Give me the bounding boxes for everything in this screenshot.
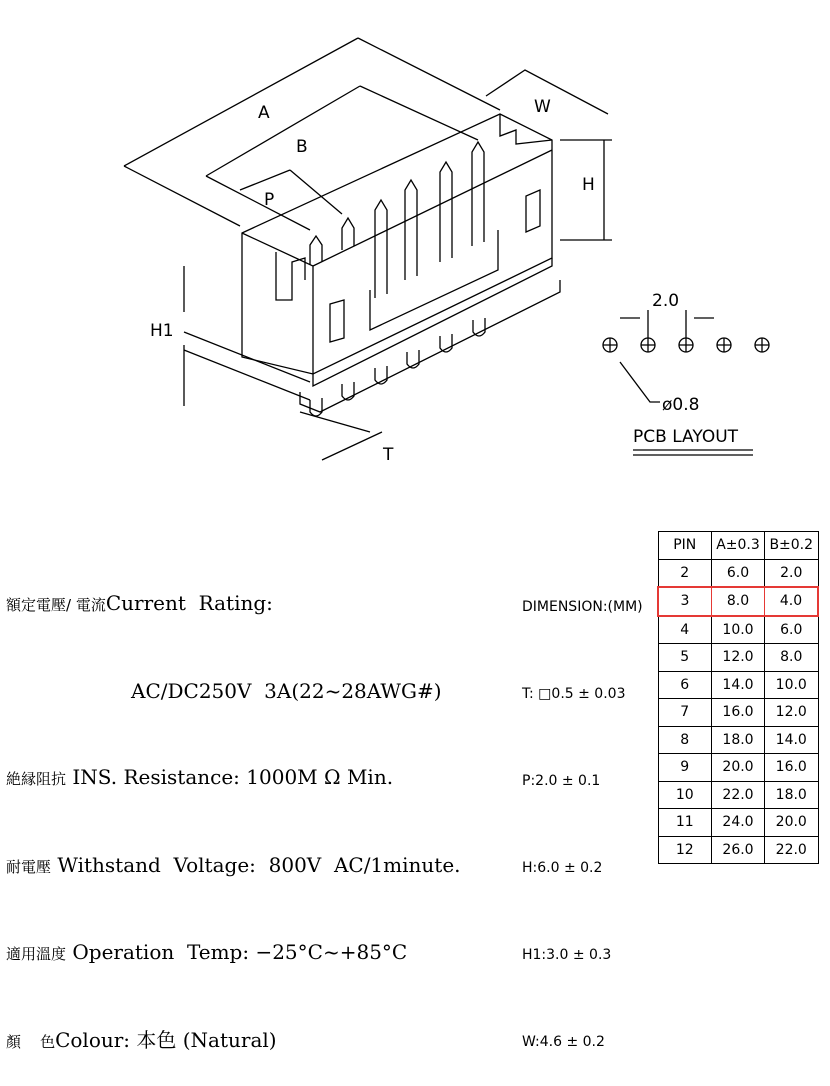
a-cell: 16.0 bbox=[712, 699, 765, 727]
table-row bbox=[658, 559, 818, 587]
pin-cell: 7 bbox=[658, 699, 712, 727]
table-row bbox=[658, 836, 818, 864]
dim-label-t: T bbox=[383, 445, 394, 465]
pcb-holes bbox=[603, 338, 769, 352]
a-cell: 18.0 bbox=[712, 726, 765, 754]
b-cell: 16.0 bbox=[765, 754, 819, 782]
dimension-t: T: □0.5 ± 0.03 bbox=[522, 686, 626, 702]
table-row bbox=[658, 644, 818, 672]
table-row bbox=[658, 699, 818, 727]
pin-cell: 2 bbox=[658, 559, 712, 587]
b-cell: 2.0 bbox=[765, 559, 819, 587]
pin-cell: 4 bbox=[658, 616, 712, 644]
b-cell: 8.0 bbox=[765, 644, 819, 672]
pin-cell: 10 bbox=[658, 781, 712, 809]
dim-t-line bbox=[300, 412, 382, 460]
dimension-title: DIMENSION:(MM) bbox=[522, 599, 643, 615]
a-cell: 20.0 bbox=[712, 754, 765, 782]
spec-voltage-current: AC/DC250V 3A(22~28AWG#) bbox=[131, 678, 442, 703]
dim-a-line bbox=[124, 38, 500, 226]
pcb-pitch-label: 2.0 bbox=[652, 291, 680, 311]
a-cell: 10.0 bbox=[712, 616, 765, 644]
b-cell: 6.0 bbox=[765, 616, 819, 644]
housing-outline bbox=[242, 114, 552, 374]
pin-cell: 5 bbox=[658, 644, 712, 672]
header-a: A±0.3 bbox=[712, 532, 765, 560]
pin-table-header bbox=[658, 532, 818, 560]
spec-temperature: 適用溫度 Operation Temp: −25°C~+85°C bbox=[6, 940, 408, 965]
pcb-layout-title: PCB LAYOUT bbox=[633, 427, 739, 447]
b-cell: 12.0 bbox=[765, 699, 819, 727]
a-cell: 24.0 bbox=[712, 809, 765, 837]
header-pin: PIN bbox=[658, 532, 712, 560]
pin-cell: 6 bbox=[658, 671, 712, 699]
pin-cell: 8 bbox=[658, 726, 712, 754]
spec-list bbox=[6, 532, 461, 1085]
spec-current-rating: 額定電壓/ 電流Current Rating: bbox=[6, 591, 273, 616]
dimension-h1: H1:3.0 ± 0.3 bbox=[522, 947, 612, 963]
pin-cell: 12 bbox=[658, 836, 712, 864]
dim-b-line bbox=[206, 86, 478, 230]
dim-label-w: W bbox=[534, 97, 551, 117]
dim-label-b: B bbox=[296, 137, 308, 157]
table-row bbox=[658, 781, 818, 809]
a-cell: 14.0 bbox=[712, 671, 765, 699]
pin-cell: 3 bbox=[658, 587, 712, 616]
dim-h1-line bbox=[184, 266, 310, 406]
dimension-list bbox=[522, 535, 643, 1086]
dimension-w: W:4.6 ± 0.2 bbox=[522, 1034, 605, 1050]
b-cell: 10.0 bbox=[765, 671, 819, 699]
b-cell: 20.0 bbox=[765, 809, 819, 837]
connector-drawing bbox=[0, 0, 830, 500]
dim-label-h: H bbox=[582, 175, 595, 195]
spec-withstand: 耐電壓 Withstand Voltage: 800V AC/1minute. bbox=[6, 852, 461, 877]
dimension-h: H:6.0 ± 0.2 bbox=[522, 860, 603, 876]
pin-cell: 9 bbox=[658, 754, 712, 782]
dimension-p: P:2.0 ± 0.1 bbox=[522, 773, 601, 789]
b-cell: 18.0 bbox=[765, 781, 819, 809]
table-row bbox=[658, 809, 818, 837]
dim-label-h1: H1 bbox=[150, 321, 174, 341]
pin-table bbox=[657, 531, 819, 864]
pcb-hole-label: ø0.8 bbox=[662, 395, 700, 415]
b-cell: 22.0 bbox=[765, 836, 819, 864]
header-b: B±0.2 bbox=[765, 532, 819, 560]
table-row bbox=[658, 726, 818, 754]
table-row bbox=[658, 616, 818, 644]
dim-label-a: A bbox=[258, 103, 270, 123]
b-cell: 14.0 bbox=[765, 726, 819, 754]
a-cell: 6.0 bbox=[712, 559, 765, 587]
table-row bbox=[658, 754, 818, 782]
table-row-highlighted bbox=[658, 587, 818, 616]
spec-colour: 顏 色Colour: 本色 (Natural) bbox=[6, 1028, 277, 1053]
b-cell: 4.0 bbox=[765, 587, 819, 616]
pin-cell: 11 bbox=[658, 809, 712, 837]
a-cell: 22.0 bbox=[712, 781, 765, 809]
table-row bbox=[658, 671, 818, 699]
dim-label-p: P bbox=[264, 190, 275, 210]
spec-insulation: 絶縁阻抗 INS. Resistance: 1000M Ω Min. bbox=[6, 764, 394, 789]
dim-p-line bbox=[240, 170, 342, 214]
a-cell: 26.0 bbox=[712, 836, 765, 864]
a-cell: 8.0 bbox=[712, 587, 765, 616]
a-cell: 12.0 bbox=[712, 644, 765, 672]
pin-tips bbox=[310, 142, 484, 298]
